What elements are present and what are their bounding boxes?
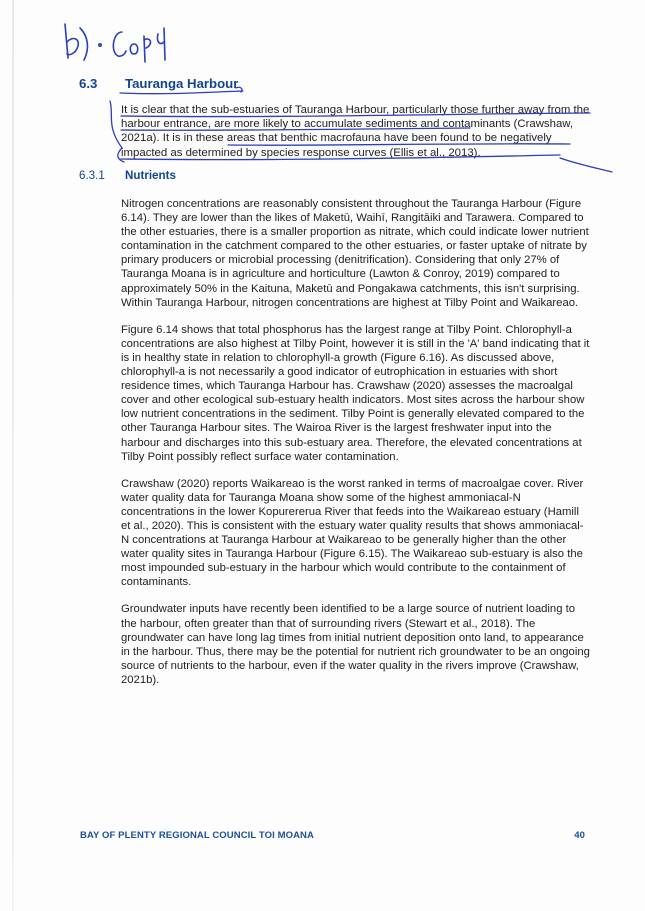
handwritten-copy-note <box>58 18 188 68</box>
margin-swoosh <box>560 158 612 172</box>
body-paragraph: Figure 6.14 shows that total phosphorus has the largest range at Tilby Point. Chlorophyll-a concentrations are also highest at Tilby Point, however it is still in the 'A' band indicating that it is in healthy state in relation to chlorophyll-a growth (Figure 6.16). As discussed above, chlorophyll-a is not necessarily a good indicator of eutrophication in estuaries with short residence times, which Tauranga Harbour has. Crawshaw (2020) assesses the macroalgal cover and other ecological sub-estuary health indicators. Most sites across the harbour show low nutrient concentrations in the sediment. Tilby Point is generally elevated compared to the other Tauranga Harbour sites. The Wairoa River is the largest freshwater input into the harbour and discharges into this sub-estuary area. Therefore, the elevated concentrations at Tilby Point possibly reflect surface water contamination. <box>121 323 590 463</box>
body-paragraph: Crawshaw (2020) reports Waikareao is the worst ranked in terms of macroalgae cover. River water quality data for Tauranga Moana show some of the highest ammoniacal-N concentrations in the lower Kopurererua River that feeds into the Waikareao estuary (Hamill et al., 2020). This is consistent with the estuary water quality results that shows ammoniacal-N concentrations at Tauranga Harbour at Waikareao to be generally higher than the other water quality sites in Tauranga Harbour (Figure 6.15). The Waikareao sub-estuary is also the most impounded sub-estuary in the harbour which would contribute to the containment of contaminants. <box>121 477 584 589</box>
footer-organisation: BAY OF PLENTY REGIONAL COUNCIL TOI MOANA <box>80 830 314 841</box>
page-footer <box>80 830 585 844</box>
body-paragraph: Groundwater inputs have recently been identified to be a large source of nutrient loading to the harbour, often greater than that of surrounding rivers (Stewart et al., 2018). The groundwater can have long lag times from initial nutrient deposition onto land, to appearance in the harbour. Thus, there may be the potential for nutrient rich groundwater to be an ongoing source of nutrients to the harbour, even if the water quality in the rivers improve (Crawshaw, 2021b). <box>121 603 590 686</box>
page-number: 40 <box>574 830 585 841</box>
section-title: Tauranga Harbour <box>125 76 239 91</box>
body-paragraph: Nitrogen concentrations are reasonably consistent throughout the Tauranga Harbour (Figure 6.14). They are lower than the likes of Maketū, Waihī, Rangitāiki and Tarawera. Compared to the other estuaries, there is a smaller proportion as nitrate, which could indicate lower nutrient contamination in the catchment compared to the other estuaries, or faster uptake of nitrate by primary producers or microbial processing (denitrification). Considering that only 27% of Tauranga Moana is in agriculture and horticulture (Lawton & Conroy, 2019) compared to approximately 50% in the Kaituna, Maketū and Pongakawa catchments, this isn't surprising. Within Tauranga Harbour, nitrogen concentrations are highest at Tilby Point and Waikareao. <box>121 198 589 309</box>
scan-edge <box>12 0 14 911</box>
section-number: 6.3 <box>79 76 98 91</box>
section-intro <box>121 103 591 160</box>
subsection-number: 6.3.1 <box>79 169 105 182</box>
title-underline <box>120 91 243 94</box>
subsection-title: Nutrients <box>125 169 176 182</box>
subsection-body <box>121 197 591 700</box>
intro-paragraph: It is clear that the sub-estuaries of Tauranga Harbour, particularly those further away from the harbour entrance, are more likely to accumulate sediments and contaminants (Crawshaw, 2021a). It is in these areas that benthic macrofauna have been found to be negatively impacted as determined by species response curves (Ellis et al., 2013). <box>121 104 590 159</box>
